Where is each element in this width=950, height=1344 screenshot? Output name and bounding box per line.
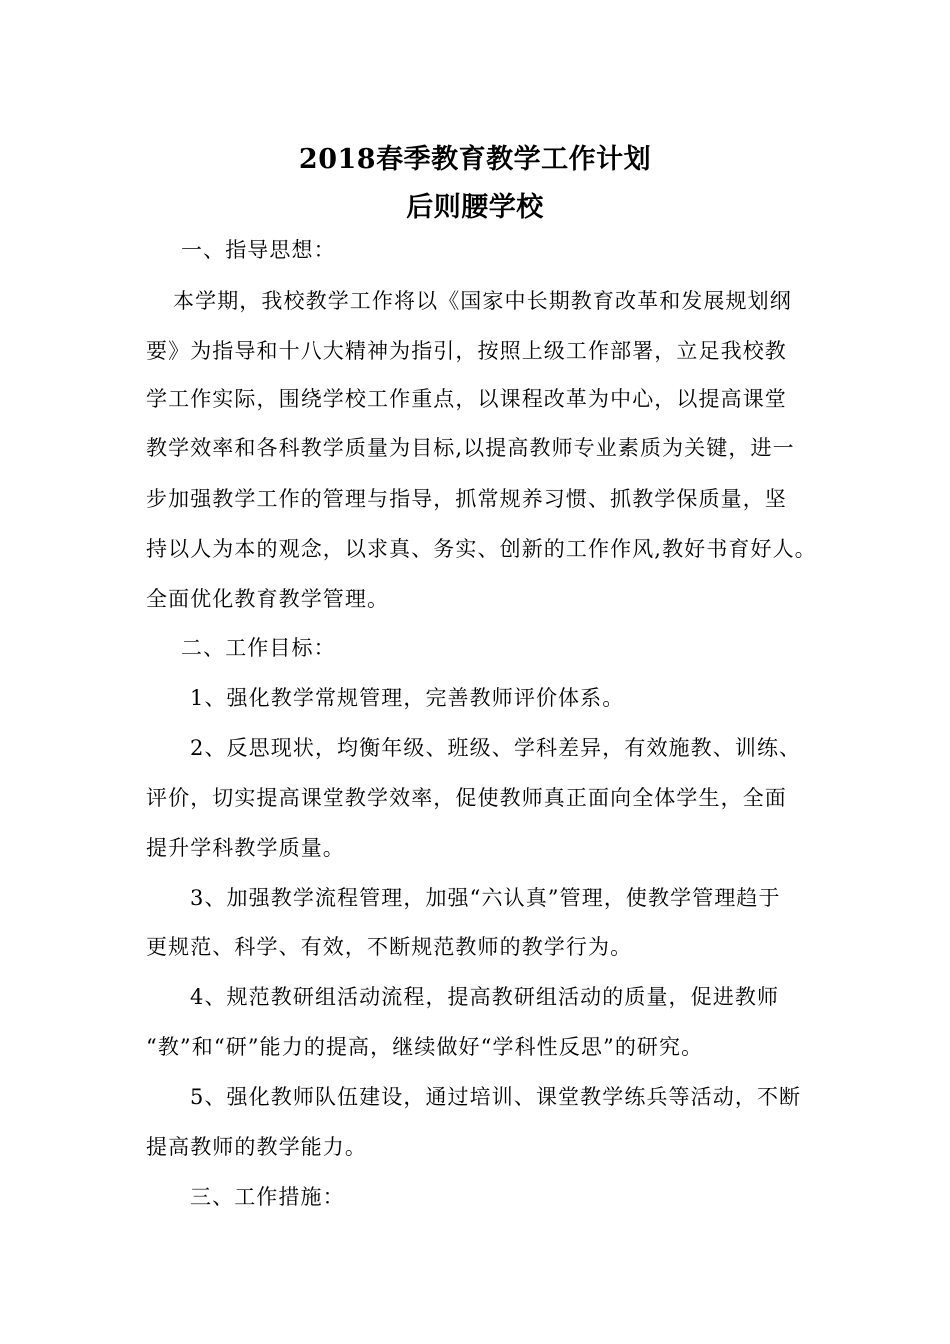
paragraph-line: 全面优化教育教学管理。: [146, 587, 390, 611]
document-title: 2018春季教育教学工作计划: [298, 144, 652, 175]
goal-item-1: 1、强化教学常规管理，完善教师评价体系。: [190, 686, 625, 710]
document-subtitle: 后则腰学校: [406, 192, 544, 223]
paragraph-line: 评价，切实提高课堂教学效率，促使教师真正面向全体学生，全面: [146, 786, 787, 810]
section-heading-work-measures: 三、工作措施：: [190, 1185, 345, 1209]
paragraph-line: 要》为指导和十八大精神为指引，按照上级工作部署，立足我校教: [146, 339, 787, 363]
section-heading-work-goals: 二、工作目标：: [181, 636, 336, 660]
paragraph-line: 提高教师的教学能力。: [146, 1135, 367, 1159]
paragraph-line: 更规范、科学、有效，不断规范教师的教学行为。: [146, 935, 633, 959]
section-heading-guiding-ideology: 一、指导思想：: [181, 238, 336, 262]
goal-item-4: 4、规范教研组活动流程，提高教研组活动的质量，促进教师: [190, 985, 780, 1009]
paragraph-line: 本学期，我校教学工作将以《国家中长期教育改革和发展规划纲: [173, 289, 792, 313]
paragraph-line: “教”和“研”能力的提高，继续做好“学科性反思”的研究。: [146, 1035, 704, 1059]
paragraph-line: 提升学科教学质量。: [146, 836, 345, 860]
paragraph-line: 持以人为本的观念，以求真、务实、创新的工作作风,教好书育好人。: [146, 537, 817, 561]
goal-item-5: 5、强化教师队伍建设，通过培训、课堂教学练兵等活动，不断: [190, 1085, 802, 1109]
paragraph-line: 步加强教学工作的管理与指导，抓常规养习惯、抓教学保质量，坚: [146, 487, 787, 511]
paragraph-line: 教学效率和各科教学质量为目标,以提高教师专业素质为关键，进一: [146, 436, 795, 460]
goal-item-2: 2、反思现状，均衡年级、班级、学科差异，有效施教、训练、: [190, 736, 802, 760]
goal-item-3: 3、加强教学流程管理，加强“六认真”管理，使教学管理趋于: [190, 886, 781, 910]
paragraph-line: 学工作实际，围绕学校工作重点，以课程改革为中心，以提高课堂: [146, 387, 787, 411]
